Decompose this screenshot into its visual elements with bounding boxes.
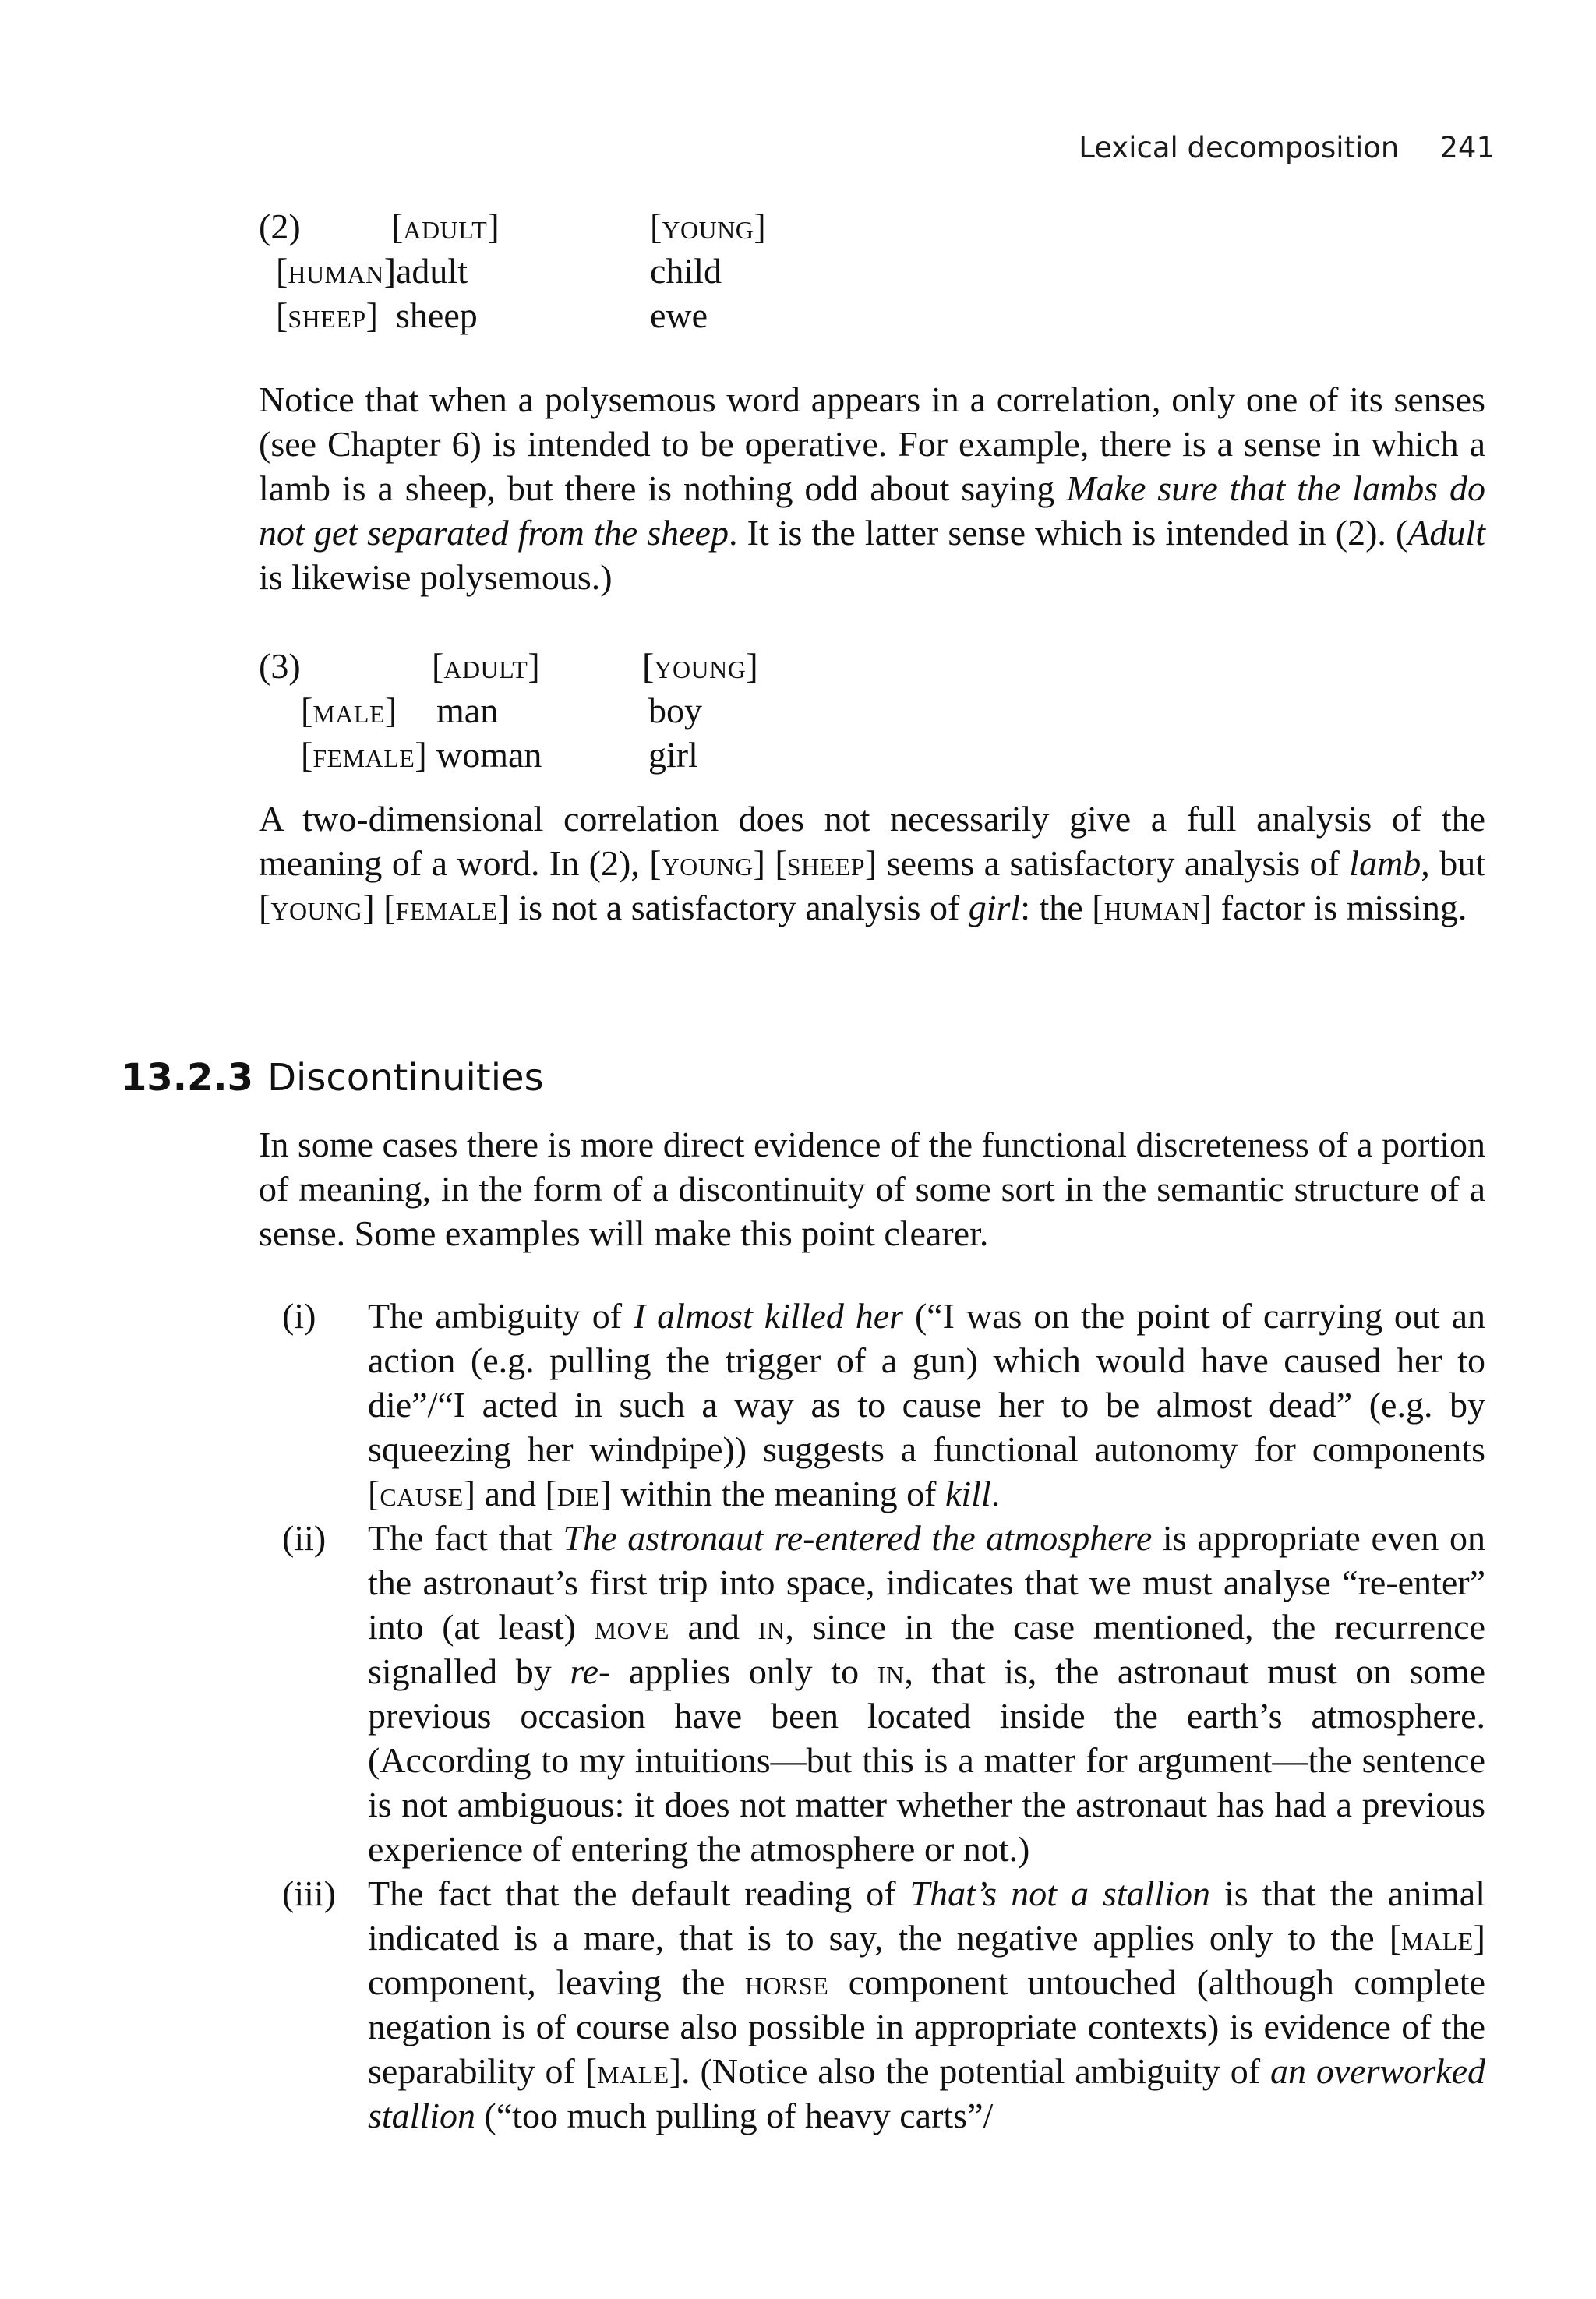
table-cell: adult	[396, 251, 468, 291]
running-title: Lexical decomposition	[1079, 131, 1400, 164]
table-cell: girl	[648, 735, 698, 775]
list-marker: (iii)	[282, 1873, 336, 1913]
page-number: 241	[1439, 131, 1495, 164]
example-list	[259, 1294, 1485, 2138]
column-head: [adult]	[391, 207, 500, 246]
example-number: (2)	[259, 207, 301, 246]
paragraph: A two-dimensional correlation does not necessarily give a full analysis of the meaning of a word. In (2), [young] [sheep] seems a satisfactory analysis of lamb, but [young] [female] is not a satisfactory analysis of girl: the [human] factor is missing.	[259, 799, 1486, 927]
paragraph: Notice that when a polysemous word appears in a correlation, only one of its senses (see Chapter 6) is intended to be operative. For example, there is a sense in which a lamb is a sheep, but there is nothing odd about saying Make sure that the lambs do not get separated from the sheep. It is the latter sense which is intended in (2). (Adult is likewise polysemous.)	[259, 380, 1485, 597]
example-number: (3)	[259, 646, 301, 686]
table-cell: child	[650, 251, 722, 291]
list-marker: (i)	[282, 1296, 316, 1336]
list-item: (iii) The fact that the default reading of That’s not a stallion is that the animal indicated is a mare, that is to say, the negative applies only to the [male] component, leaving the horse component untouched (although complete negation is of course also possible in appropriate contexts) is evidence of the separability of [male]. (Notice also the potential ambiguity of an overworked stallion (“too much pulling of heavy carts”/	[259, 1871, 1485, 2138]
table-cell: sheep	[396, 295, 478, 335]
column-head: [young]	[642, 646, 758, 686]
example-3-table	[259, 644, 960, 784]
table-cell: man	[436, 690, 499, 730]
table-cell: ewe	[650, 295, 708, 335]
list-marker: (ii)	[282, 1518, 327, 1558]
row-feature: [human]	[276, 251, 397, 291]
column-head: [adult]	[432, 646, 540, 686]
paragraph: In some cases there is more direct evidence of the functional discreteness of a portion of meaning, in the form of a discontinuity of some sort in the semantic structure of a sense. Some examples will make this point clearer.	[259, 1125, 1485, 1253]
row-feature: [female]	[301, 735, 427, 775]
section-number: 13.2.3	[121, 1056, 254, 1100]
section-title: Discontinuities	[267, 1056, 544, 1100]
table-cell: boy	[648, 690, 702, 730]
row-feature: [sheep]	[276, 295, 378, 335]
column-head: [young]	[650, 207, 766, 246]
list-item: (i) The ambiguity of I almost killed her (“I was on the point of carrying out an action (e.g. pulling the trigger of a gun) which would have caused her to die”/“I acted in such a way as to cause her to be almost dead” (e.g. by squeezing her windpipe)) suggests a functional autonomy for components [cause] and [die] within the meaning of kill.	[259, 1294, 1485, 1516]
section-heading	[121, 1056, 544, 1100]
list-item: (ii) The fact that The astronaut re-entered the atmosphere is appropriate even on the astronaut’s first trip into space, indicates that we must analyse “re-enter” into (at least) move and in, since in the case mentioned, the recurrence signalled by re- applies only to in, that is, the astronaut must on some previous occasion have been located inside the earth’s atmosphere. (According to my intuitions—but this is a matter for argument—the sentence is not ambiguous: it does not matter whether the astronaut has had a previous experience of entering the atmosphere or not.)	[259, 1516, 1485, 1871]
row-feature: [male]	[301, 690, 397, 730]
example-2-table	[259, 204, 960, 344]
table-cell: woman	[436, 735, 542, 775]
running-header	[1079, 131, 1495, 164]
